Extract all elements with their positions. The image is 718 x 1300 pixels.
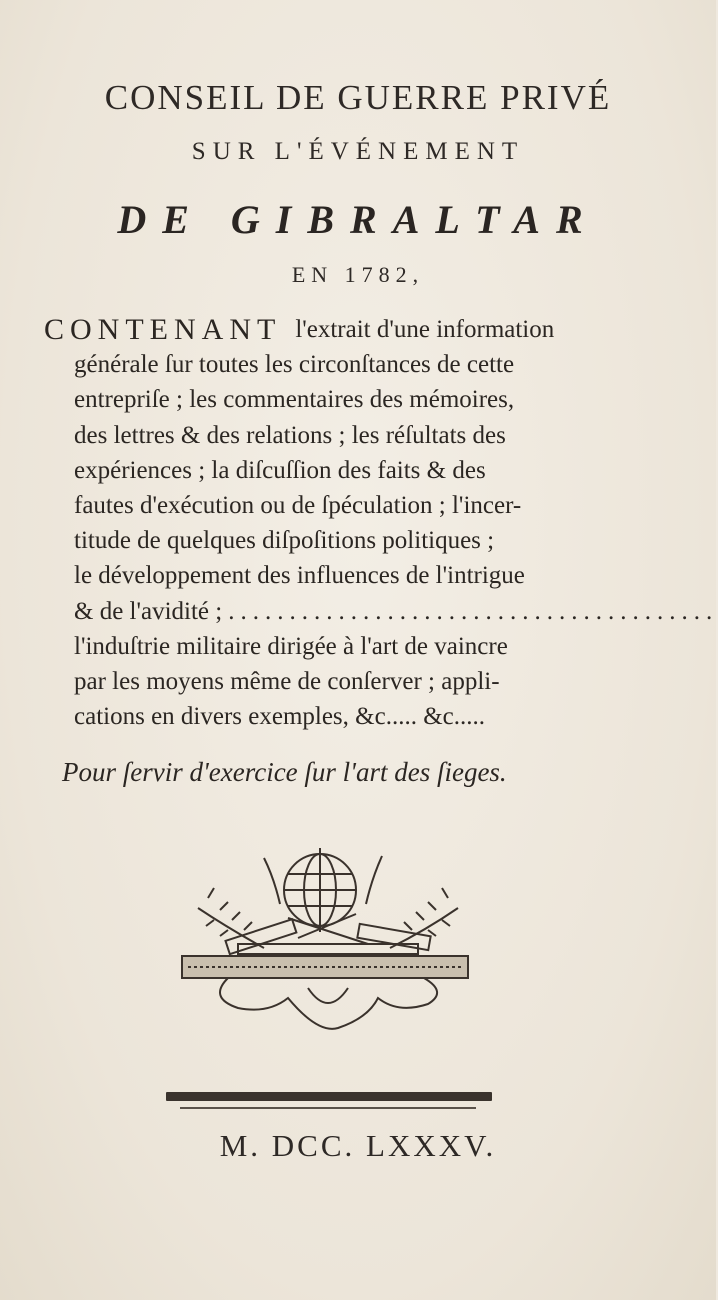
contents-line-text: l'extrait d'une information [295, 316, 555, 343]
contents-line-text: fautes d'exécution ou de ſpéculation ; l'incer- [74, 491, 522, 519]
dropcap-word: CONTENANT [44, 313, 282, 346]
contents-line [44, 382, 618, 417]
contents-line [44, 488, 618, 523]
contents-line-text: générale ſur toutes les circonſtances de cette [74, 351, 515, 379]
contents-line [44, 629, 618, 664]
contents-line-text: & de l'avidité ; [74, 597, 223, 625]
laurel-right-shape [390, 908, 458, 948]
contents-line [44, 453, 618, 488]
contents-line [44, 558, 618, 593]
laurel-left-shape [198, 908, 264, 948]
contents-paragraph [44, 312, 718, 734]
contents-line [44, 699, 618, 734]
contents-line-text: titude de quelques diſpoſitions politiques ; [74, 527, 495, 555]
contents-line [44, 347, 618, 382]
decorative-rule-thin [180, 1107, 476, 1109]
contents-line [44, 594, 718, 629]
imprint-date: M. DCC. LXXXV. [219, 1128, 497, 1163]
contents-line [44, 523, 618, 558]
contents-line [44, 312, 618, 347]
contents-line-text: l'induſtrie militaire dirigée à l'art de vaincre [74, 632, 508, 660]
contents-line-text: par les moyens même de conſerver ; appli- [74, 667, 500, 695]
decorative-rule-thick [166, 1092, 492, 1101]
title-line-2: SUR L'ÉVÉNEMENT [191, 138, 525, 165]
contents-line-text: le développement des influences de l'intrigue [74, 562, 525, 590]
contents-line [44, 418, 618, 453]
dot-leader: ........................................ [228, 597, 718, 625]
title-line-3-gibraltar: DE GIBRALTAR [117, 197, 599, 242]
title-line-4-year: EN 1782, [291, 262, 425, 287]
purpose-line: Pour ſervir d'exercice ſur l'art des ſieges. [62, 757, 507, 787]
contents-line-text: cations en divers exemples, &c..... &c..... [74, 703, 485, 731]
printers-ornament-vignette [168, 838, 486, 1034]
contents-line-text: entrepriſe ; les commentaires des mémoires, [74, 386, 515, 414]
contents-line-text: expériences ; la diſcuſſion des faits & des [74, 456, 486, 484]
contents-line [44, 664, 618, 699]
title-line-1: CONSEIL DE GUERRE PRIVÉ [104, 78, 612, 117]
contents-line-text: des lettres & des relations ; les réſultats des [74, 421, 506, 449]
